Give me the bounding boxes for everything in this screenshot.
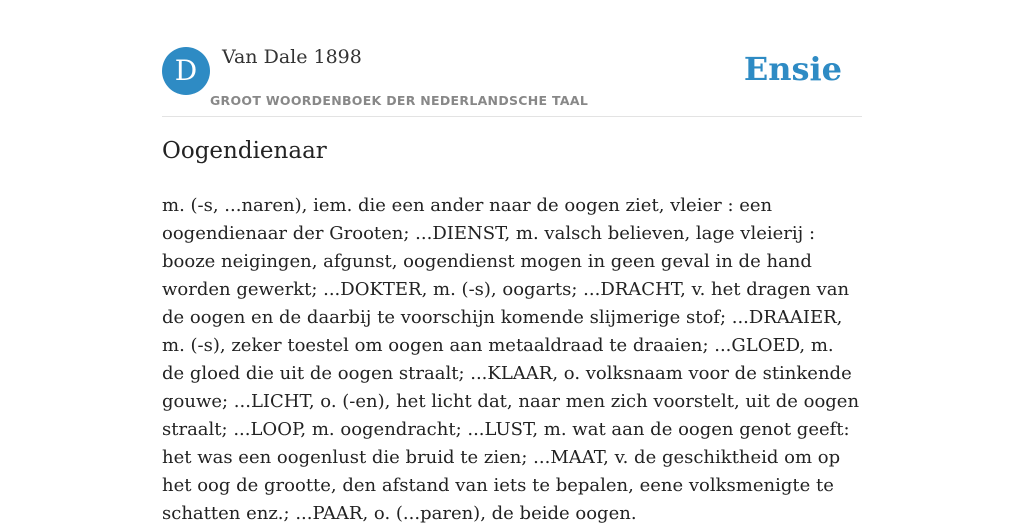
entry-definition: m. (-s, ...naren), iem. die een ander naar de oogen ziet, vleier : een oogendienaar der Grooten; ...DIENST, m. valsch believen, lage vleierij : booze neigingen, afgunst, oogendienst mogen in geen geval in de hand worden gewerkt; ...DOKTER, m. (-s), oogarts; ...DRACHT, v. het dragen van de oogen en de daarbij te voorschijn komende slijmerige stof; ...DRAAIER, m. (-s), zeker toestel om oogen aan metaaldraad te draaien; ...GLOED, m. de gloed die uit de oogen straalt; ...KLAAR, o. volksnaam voor de stinkende gouwe; ...LICHT, o. (-en), het licht dat, naar men zich voorstelt, uit de oogen straalt; ...LOOP, m. oogendracht; ...LUST, m. wat aan de oogen genot geeft: het was een oogenlust die bruid te zien; ...MAAT, v. de geschiktheid om op het oog de grootte, den afstand van iets te bepalen, eene volksmenigte te schatten enz.; ...PAAR, o. (...paren), de beide oogen. xyxy=(162,195,860,524)
dictionary-avatar[interactable]: D xyxy=(162,47,210,95)
entry-headword: Oogendienaar xyxy=(162,138,327,164)
dictionary-header xyxy=(162,46,862,117)
brand-logo[interactable]: Ensie xyxy=(743,50,842,88)
dictionary-title[interactable]: Van Dale 1898 xyxy=(222,46,362,68)
dictionary-subtitle: GROOT WOORDENBOEK DER NEDERLANDSCHE TAAL xyxy=(210,93,589,108)
